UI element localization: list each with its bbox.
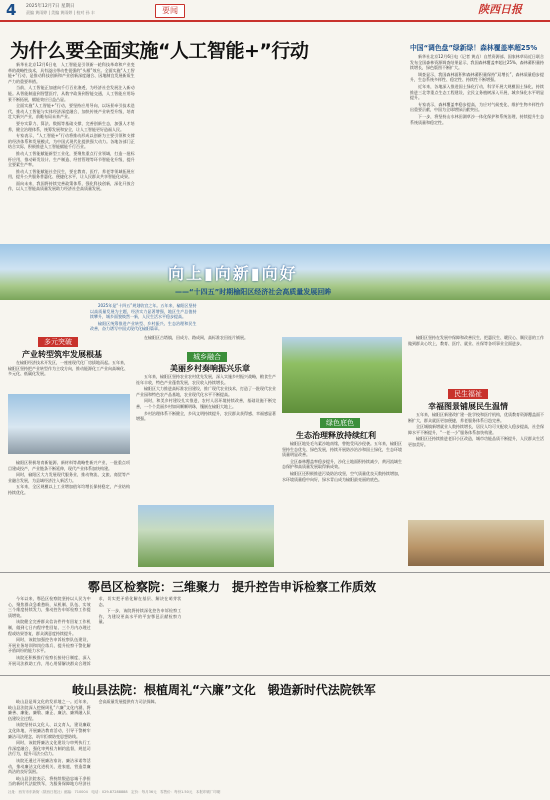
header-rule (0, 20, 550, 22)
banner-title: 向上▮向新▮向好 (168, 264, 298, 283)
side-news-headline: 中国“调色盘”绿新绿！森林覆盖率超25% (410, 44, 538, 52)
industry-title: 产业转型筑牢发展根基 (22, 350, 102, 359)
livelihood-photo (408, 520, 544, 566)
rural-title: 美丽乡村奏响振兴乐章 (170, 364, 250, 373)
bottom-body-1: 今年以来，鄠邑区检察院坚持以人民为中心，聚焦群众急难愁盼，从机制、队伍、实效三个维度持续发力，推动控告申诉检察工作提质增效。 该院健全完善群众信访件件有回复工作机制，做到七日内程序性回复、三个月内办理过程或结果答复，群众满意度持续提升。 同时，该院加强控告申诉检察队伍建设，开展业务培训和岗位练兵，提升检察干警化解矛盾纠纷的能力水平。 该院还积极推行检察长接待日制度，深入开展司法救助工作，用心用情解决群众合理诉求，切实把矛盾化解在基层、解决在萌芽状态。 下一步，该院将持续深化控告申诉检察工作，为建设更高水平的平安鄠邑贡献检察力量。 (8, 596, 182, 666)
right-intro: 榆阳区坚持在发展中保障和改善民生，把惠民生、暖民心、顺民意的工作做到群众心坎上，教育、医疗、就业、社保等各项事业全面进步。 (408, 335, 544, 346)
banner-intro: 2025年是“十四五”规划收官之年。五年来，榆阳区坚持以高质量发展为主题，经济实力显著增强，地区生产总值持续攀升，城乡面貌焕然一新，人民生活水平稳步提高。 榆阳区统筹推进产业转型、乡村振兴、生态治理和民生改善，奋力谱写中国式现代化榆阳篇章。 (90, 303, 197, 332)
ecology-title: 生态治理释放持续红利 (296, 431, 376, 440)
lead-headline: 为什么要全面实施“人工智能+”行动 (10, 40, 309, 62)
bottom-rule-2 (0, 675, 550, 676)
industry-photo (8, 394, 130, 454)
side-news-body: 新华社北京12月6日电（记者 黄垚）自然资源部、国家林草局近日联合发布全国森林资源调查结果显示，我国森林覆盖率超过25%，森林蓄积量持续增长，绿色版图不断扩大。 调查显示，我国森林面积和森林蓄积量保持“双增长”，森林质量稳步提升，生态系统多样性、稳定性、持续性不断增强。 近年来，各地深入推进国土绿化行动，科学开展大规模国土绿化，持续推进三北等重点生态工程建设，全民义务植树深入开展，城乡绿化水平明显提升。 专家表示，森林覆盖率稳步提高，为应对气候变化、维护生物多样性作出重要贡献，中国为全球增绿贡献突出。 下一步，将坚持山水林田湖草沙一体化保护和系统治理，持续提升生态系统质量和稳定性。 (410, 54, 544, 125)
rural-photo (138, 505, 274, 567)
livelihood-title: 幸福图景铺展民生温情 (428, 402, 508, 411)
center-intro: 在榆阳区古塔镇，田成方、路成网，高标准农田连片铺展。 (144, 335, 248, 340)
footer-line: 社址：西安市东新街（陕西日报社）邮编：710004 电话：029-87288888 定价：每月36元 零售价：每份1.50元 本报印刷厂印刷 (8, 790, 221, 794)
livelihood-tag: 民生福祉 (448, 389, 488, 399)
industry-body: 在榆阳经济技术开发区，一座座现代化厂房拔地而起。五年来，榆阳区坚持把产业转型作为主攻方向，推动能源化工产业向高端化、多元化、低碳化发展。 (8, 360, 128, 377)
ecology-tag: 绿色底色 (320, 418, 360, 428)
rural-tag: 城乡融合 (187, 352, 227, 362)
bottom-rule (0, 572, 550, 573)
industry-body-2: 榆阳区积极培育新能源、新材料等战略性新兴产业，一批重点项目建成投产，产业链条不断延伸，现代产业体系加快构建。 同时，榆阳区大力发展现代服务业，推动物流、文旅、商贸等产业融合发展，为县域经济注入新活力。 五年来，全区规模以上工业增加值年均增长保持稳定，产业结构持续优化。 (8, 460, 130, 495)
field-photo (282, 337, 402, 413)
bottom-headline-2: 岐山县法院：根植周礼“六廉”文化 锻造新时代法院铁军 (72, 683, 376, 697)
industry-tag: 多元突破 (38, 337, 78, 347)
rural-body: 五年来，榆阳区坚持农业农村优先发展，深入实施乡村振兴战略，粮食生产连年丰收，特色产业蓬勃发展，农民收入持续增长。 榆阳区大力推进高标准农田建设，推广现代农业技术，打造了一批现代农业产业园和特色农产品基地，农业现代化水平不断提高。 同时，和美乡村建设扎实推进，农村人居环境持续改善，基础设施不断完善，一个个美丽乡村如同颗颗明珠，镶嵌在榆阳大地上。 乡村治理体系不断健全，乡风文明持续提升，农民群众获得感、幸福感显著增强。 (136, 374, 276, 422)
bottom-body-2: 岐山县是周文化的发祥地之一。近年来，岐山县法院深入挖掘周礼“六廉”文化内涵，将廉善、廉能、廉敬、廉正、廉法、廉辨融入队伍建设全过程。 该院坚持以文化人、以文育人，建设廉政文化阵地，开展廉洁教育活动，引导干警树牢廉洁司法理念，筑牢拒腐防变思想防线。 同时，该院将廉洁文化建设与审判执行工作深度融合，强化审判权力制约监督，规范司法行为，提升司法公信力。 该院还通过开展廉洁家访、廉洁承诺等活动，推动廉洁文化进机关、进家庭，营造崇廉尚洁的良好氛围。 岐山县法院表示，将持续锻造忠诚干净担当的新时代法院铁军，为服务保障地方经济社会高质量发展提供有力司法保障。 (8, 699, 159, 787)
page-number: 4 (6, 1, 17, 19)
ecology-body: 榆阳区地处毛乌素沙地南缘，曾饱受风沙侵袭。五年来，榆阳区坚持生态优先、绿色发展，持续开展防沙治沙和国土绿化，生态环境质量明显改善。 全区森林覆盖率稳步提升，沙化土地面积持续减少，黄河流域生态保护和高质量发展取得新成效。 榆阳区还积极推进污染防治攻坚，空气质量优良天数持续增加，水环境质量稳中向好，绿水青山成为榆阳最亮丽的底色。 (282, 441, 402, 482)
banner-subtitle: ——“十四五”时期榆阳区经济社会高质量发展回眸 (175, 288, 332, 296)
bottom-headline-1: 鄠邑区检察院：三维聚力 提升控告申诉检察工作质效 (88, 580, 377, 594)
issue-date: 2025年12月7日 星期日 (26, 4, 75, 9)
livelihood-body: 五年来，榆阳区新建改扩建一批学校和医疗机构，优质教育资源覆盖面不断扩大，群众就医更加便捷，养老服务体系日趋完善。 全区城镇新增就业人数持续增长，居民人均可支配收入稳步提高，社会保障水平不断提升，“一老一小”服务体系加快构建。 榆阳区还持续推进老旧小区改造，城市功能品质不断提升，人民群众生活更加美好。 (408, 412, 544, 447)
newspaper-logo: 陕西日报 (478, 3, 522, 16)
editor-credits: 责编 黄雨婷 | 美编 黄雨婷 | 校对 孙 丰 (26, 10, 95, 15)
lead-body: 新华社北京12月6日电 人工智能是引领新一轮科技革命和产业变革的战略性技术，具有溢出带动性很强的“头雁”效应。全面实施“人工智能+”行动，是推动科技创新和产业创新深度融合、因地制宜发展新质生产力的重要举措。 当前，人工智能正加速向千行百业渗透，为经济社会发展注入新动能。从智能制造到智慧医疗，从数字政务到智能交通，人工智能应用场景不断拓展，赋能效应日益凸显。 全面实施“人工智能+”行动，要坚持应用导向，以场景牵引技术迭代，推动人工智能与实体经济深度融合，加快传统产业转型升级，培育壮大新兴产业，前瞻布局未来产业。 要夯实算力、算法、数据等基础支撑，完善创新生态，加强人才培养，健全治理体系，统筹发展和安全，让人工智能更好造福人民。 专家表示，“人工智能+”行动将推动形成以创新为主要引领和支撑的经济体系和发展模式，为中国式现代化提供强大动力。各地各部门正结合实际，积极推进人工智能赋能千行百业。 推动人工智能赋能新型工业化，要聚焦重点行业领域，打造一批标杆应用，推动研发设计、生产制造、经营管理等环节智能化升级，提升全要素生产率。 推动人工智能赋能社会民生，要在教育、医疗、养老等领域拓展应用，提升公共服务普惠化、便捷化水平，让人民群众共享智能化成果。 面向未来，我国将持续完善政策体系，强化科技创新，深化开放合作，以人工智能高质量发展助力经济社会高质量发展。 (8, 62, 135, 192)
section-tag: 要闻 (155, 4, 185, 18)
